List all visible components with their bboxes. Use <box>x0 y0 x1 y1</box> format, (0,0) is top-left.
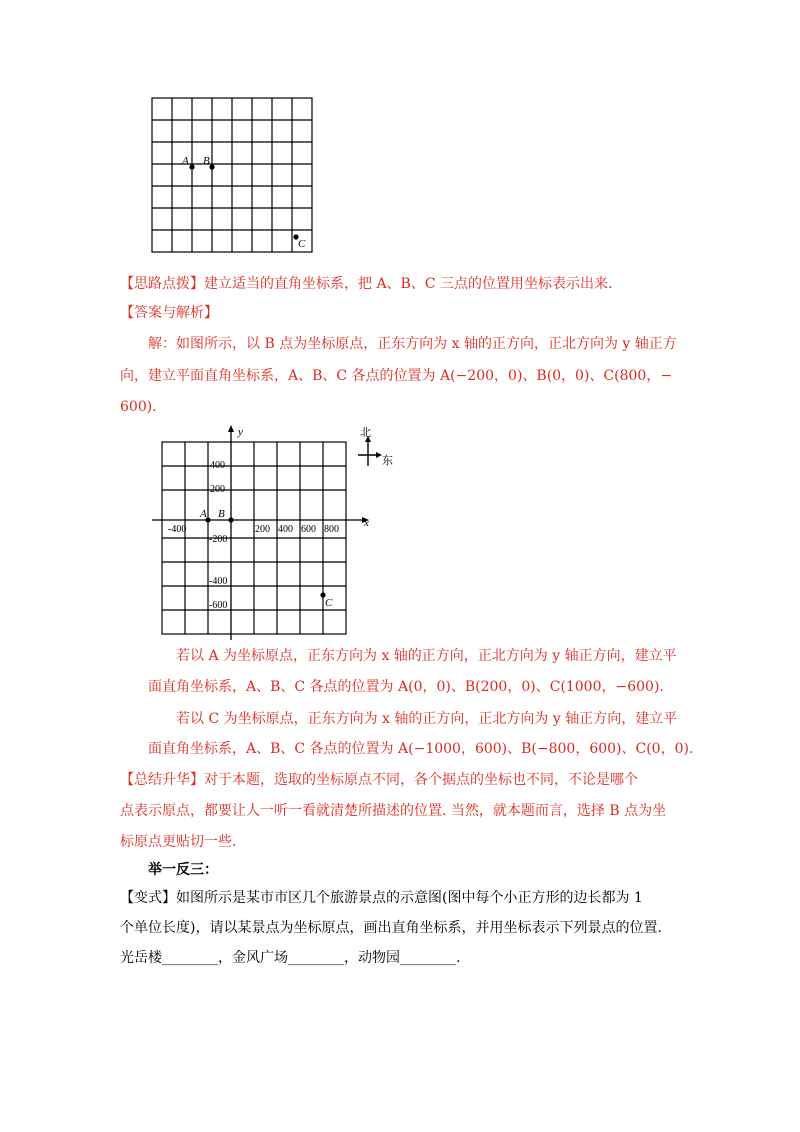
point-b <box>228 517 233 522</box>
point-a <box>189 164 194 169</box>
point-b-label: B <box>218 508 225 520</box>
variant-line-2: 个单位长度)，请以某景点为坐标原点，画出直角坐标系，并用坐标表示下列景点的位置. <box>120 920 662 936</box>
y-tick-label: -600 <box>209 600 228 611</box>
point-c-label: C <box>325 597 333 609</box>
point-b <box>209 164 214 169</box>
variant-line-1 <box>120 888 643 908</box>
y-tick-label: -400 <box>209 576 228 587</box>
y-axis-label: y <box>238 426 243 438</box>
grid-figure-1 <box>148 94 328 260</box>
solution-line-1: 解：如图所示，以 B 点为坐标原点，正东方向为 x 轴的正方向，正北方向为 y 轴正方 <box>148 336 677 352</box>
hint-tag: 【思路点拨】 <box>120 276 204 292</box>
x-tick-label: -400 <box>168 524 187 535</box>
variant-line-3: 光岳楼________，金风广场________，动物园________. <box>120 950 461 966</box>
alt-a-line-2: 面直角坐标系，A、B、C 各点的位置为 A(0，0)、B(200，0)、C(1000，−600). <box>148 679 664 695</box>
summary-line-1 <box>120 770 638 790</box>
x-tick-label: 800 <box>324 524 339 535</box>
x-tick-label: 200 <box>255 524 270 535</box>
y-tick-label: -200 <box>209 534 228 545</box>
solution-line-2: 向，建立平面直角坐标系，A、B、C 各点的位置为 A(−200，0)、B(0，0)、C(800，− <box>120 368 673 384</box>
compass <box>358 436 382 466</box>
x-axis-label: x <box>364 517 369 529</box>
hint-text: 建立适当的直角坐标系，把 A、B、C 三点的位置用坐标表示出来. <box>204 276 613 292</box>
variant-text-1: 如图所示是某市市区几个旅游景点的示意图(图中每个小正方形的边长都为 1 <box>176 890 643 906</box>
x-tick-label: 600 <box>301 524 316 535</box>
point-c-label: C <box>298 238 306 250</box>
solution-line-3: 600). <box>120 399 157 415</box>
alt-c-line-1: 若以 C 为坐标原点，正东方向为 x 轴的正方向，正北方向为 y 轴正方向，建立平 <box>176 711 678 727</box>
point-a-label: A <box>200 508 207 520</box>
answer-title: 【答案与解析】 <box>120 305 218 321</box>
y-tick-label: 400 <box>210 460 225 471</box>
summary-tag: 【总结升华】 <box>120 772 204 788</box>
alt-c-line-2: 面直角坐标系，A、B、C 各点的位置为 A(−1000，600)、B(−800，600)、C(0，0). <box>148 741 694 757</box>
compass-east-label: 东 <box>382 455 393 467</box>
grid-figure-2 <box>140 422 400 640</box>
x-tick-label: 400 <box>278 524 293 535</box>
compass-north-label: 北 <box>360 427 371 439</box>
point-a-label: A <box>182 155 189 167</box>
hint-line <box>120 274 612 294</box>
variant-tag: 【变式】 <box>120 890 176 906</box>
practice-title: 举一反三： <box>148 862 218 878</box>
alt-a-line-1: 若以 A 为坐标原点，正东方向为 x 轴的正方向，正北方向为 y 轴正方向，建立平 <box>176 648 677 664</box>
summary-line-3: 标原点更贴切一些. <box>120 834 237 850</box>
summary-text-1: 对于本题，选取的坐标原点不同，各个据点的坐标也不同，不论是哪个 <box>204 772 638 788</box>
summary-line-2: 点表示原点，都要让人一听一看就清楚所描述的位置. 当然，就本题而言，选择 B 点为坐 <box>120 803 667 819</box>
y-tick-label: 200 <box>210 484 225 495</box>
y-axis <box>228 425 234 640</box>
point-b-label: B <box>203 155 210 167</box>
